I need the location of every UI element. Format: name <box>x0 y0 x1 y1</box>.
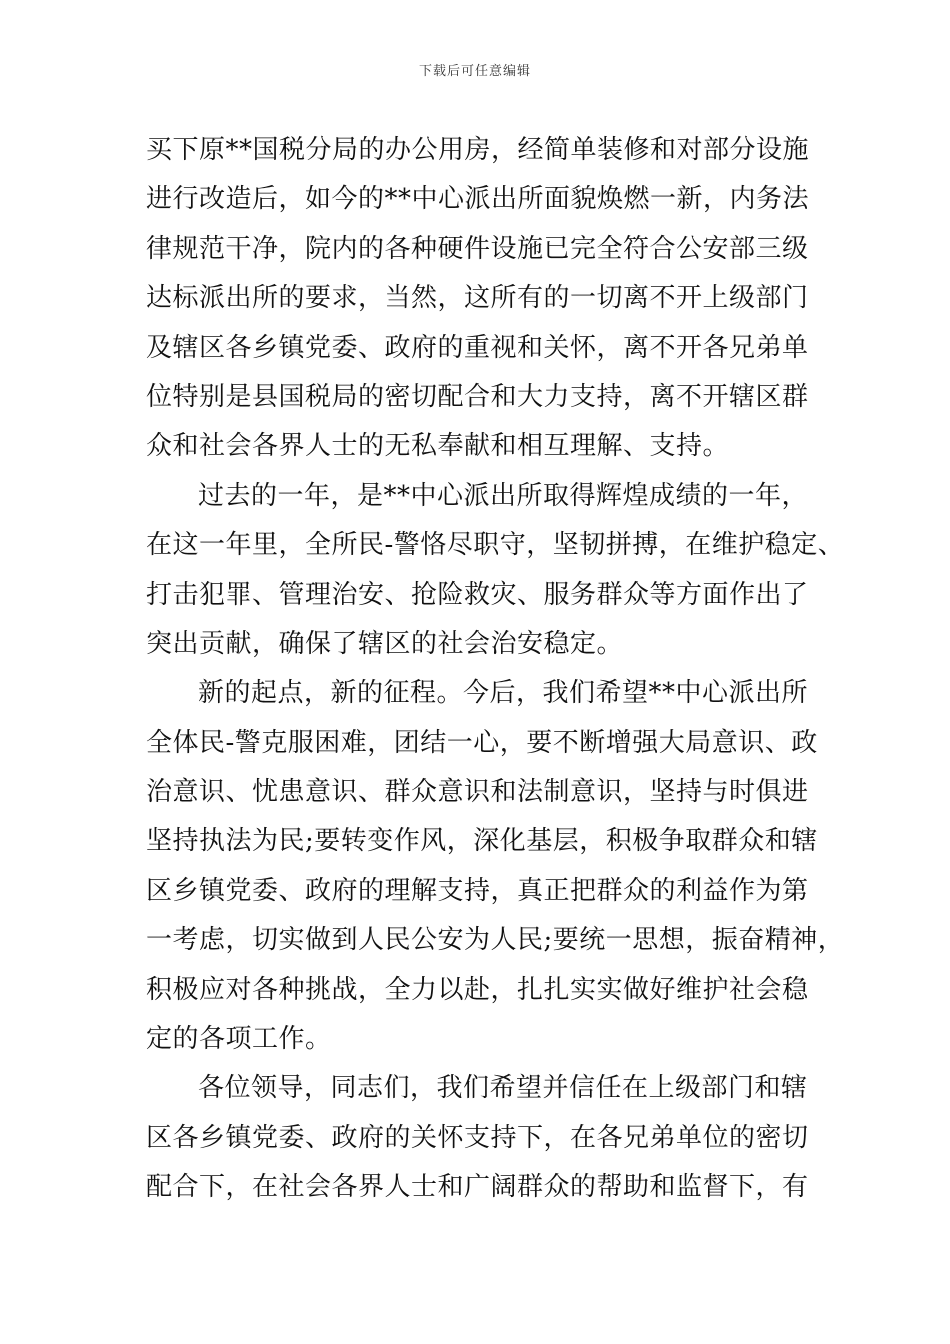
text-line: 积极应对各种挑战，全力以赴，扎扎实实做好维护社会稳 <box>146 974 809 1005</box>
text-line-first: 各位领导，同志们，我们希望并信任在上级部门和辖 <box>198 1073 808 1104</box>
text-line: 位特别是县国税局的密切配合和大力支持，离不开辖区群 <box>146 381 809 412</box>
paragraph-2 <box>146 472 846 670</box>
text-line: 进行改造后，如今的**中心派出所面貌焕燃一新，内务法 <box>146 184 810 215</box>
page-header: 下载后可任意编辑 <box>418 64 531 79</box>
text-line-first: 新的起点，新的征程。今后，我们希望**中心派出所 <box>198 678 809 709</box>
text-line: 定的各项工作。 <box>146 1024 332 1055</box>
text-line: 一考虑，切实做到人民公安为人民;要统一思想，振奋精神， <box>146 925 845 956</box>
text-line: 买下原**国税分局的办公用房，经简单装修和对部分设施 <box>146 135 810 165</box>
text-line: 突出贡献，确保了辖区的社会治安稳定。 <box>146 628 624 659</box>
text-line: 律规范干净，院内的各种硬件设施已完全符合公安部三级 <box>146 233 809 264</box>
paragraph-3 <box>146 669 846 1064</box>
text-line: 全体民-警克服困难，团结一心，要不断增强大局意识、政 <box>146 727 818 758</box>
text-line: 治意识、忧患意识、群众意识和法制意识，坚持与时俱进 <box>146 777 809 808</box>
text-line: 及辖区各乡镇党委、政府的重视和关怀，离不开各兄弟单 <box>146 332 809 363</box>
text-line: 坚持执法为民;要转变作风，深化基层，积极争取群众和辖 <box>146 826 818 857</box>
text-line: 配合下，在社会各界人士和广阔群众的帮助和监督下，有 <box>146 1172 809 1203</box>
document-body <box>146 126 846 1213</box>
paragraph-1 <box>146 126 846 472</box>
text-line-first: 过去的一年，是**中心派出所取得辉煌成绩的一年， <box>198 480 809 511</box>
text-line: 众和社会各界人士的无私奉献和相互理解、支持。 <box>146 431 730 462</box>
text-line: 在这一年里，全所民-警恪尽职守，坚韧拼搏，在维护稳定、 <box>146 530 845 561</box>
paragraph-4 <box>146 1064 846 1212</box>
text-line: 区乡镇党委、政府的理解支持，真正把群众的利益作为第 <box>146 875 809 906</box>
text-line: 打击犯罪、管理治安、抢险救灾、服务群众等方面作出了 <box>146 579 809 610</box>
text-line: 区各乡镇党委、政府的关怀支持下，在各兄弟单位的密切 <box>146 1122 809 1153</box>
text-line: 达标派出所的要求，当然，这所有的一切离不开上级部门 <box>146 283 809 314</box>
